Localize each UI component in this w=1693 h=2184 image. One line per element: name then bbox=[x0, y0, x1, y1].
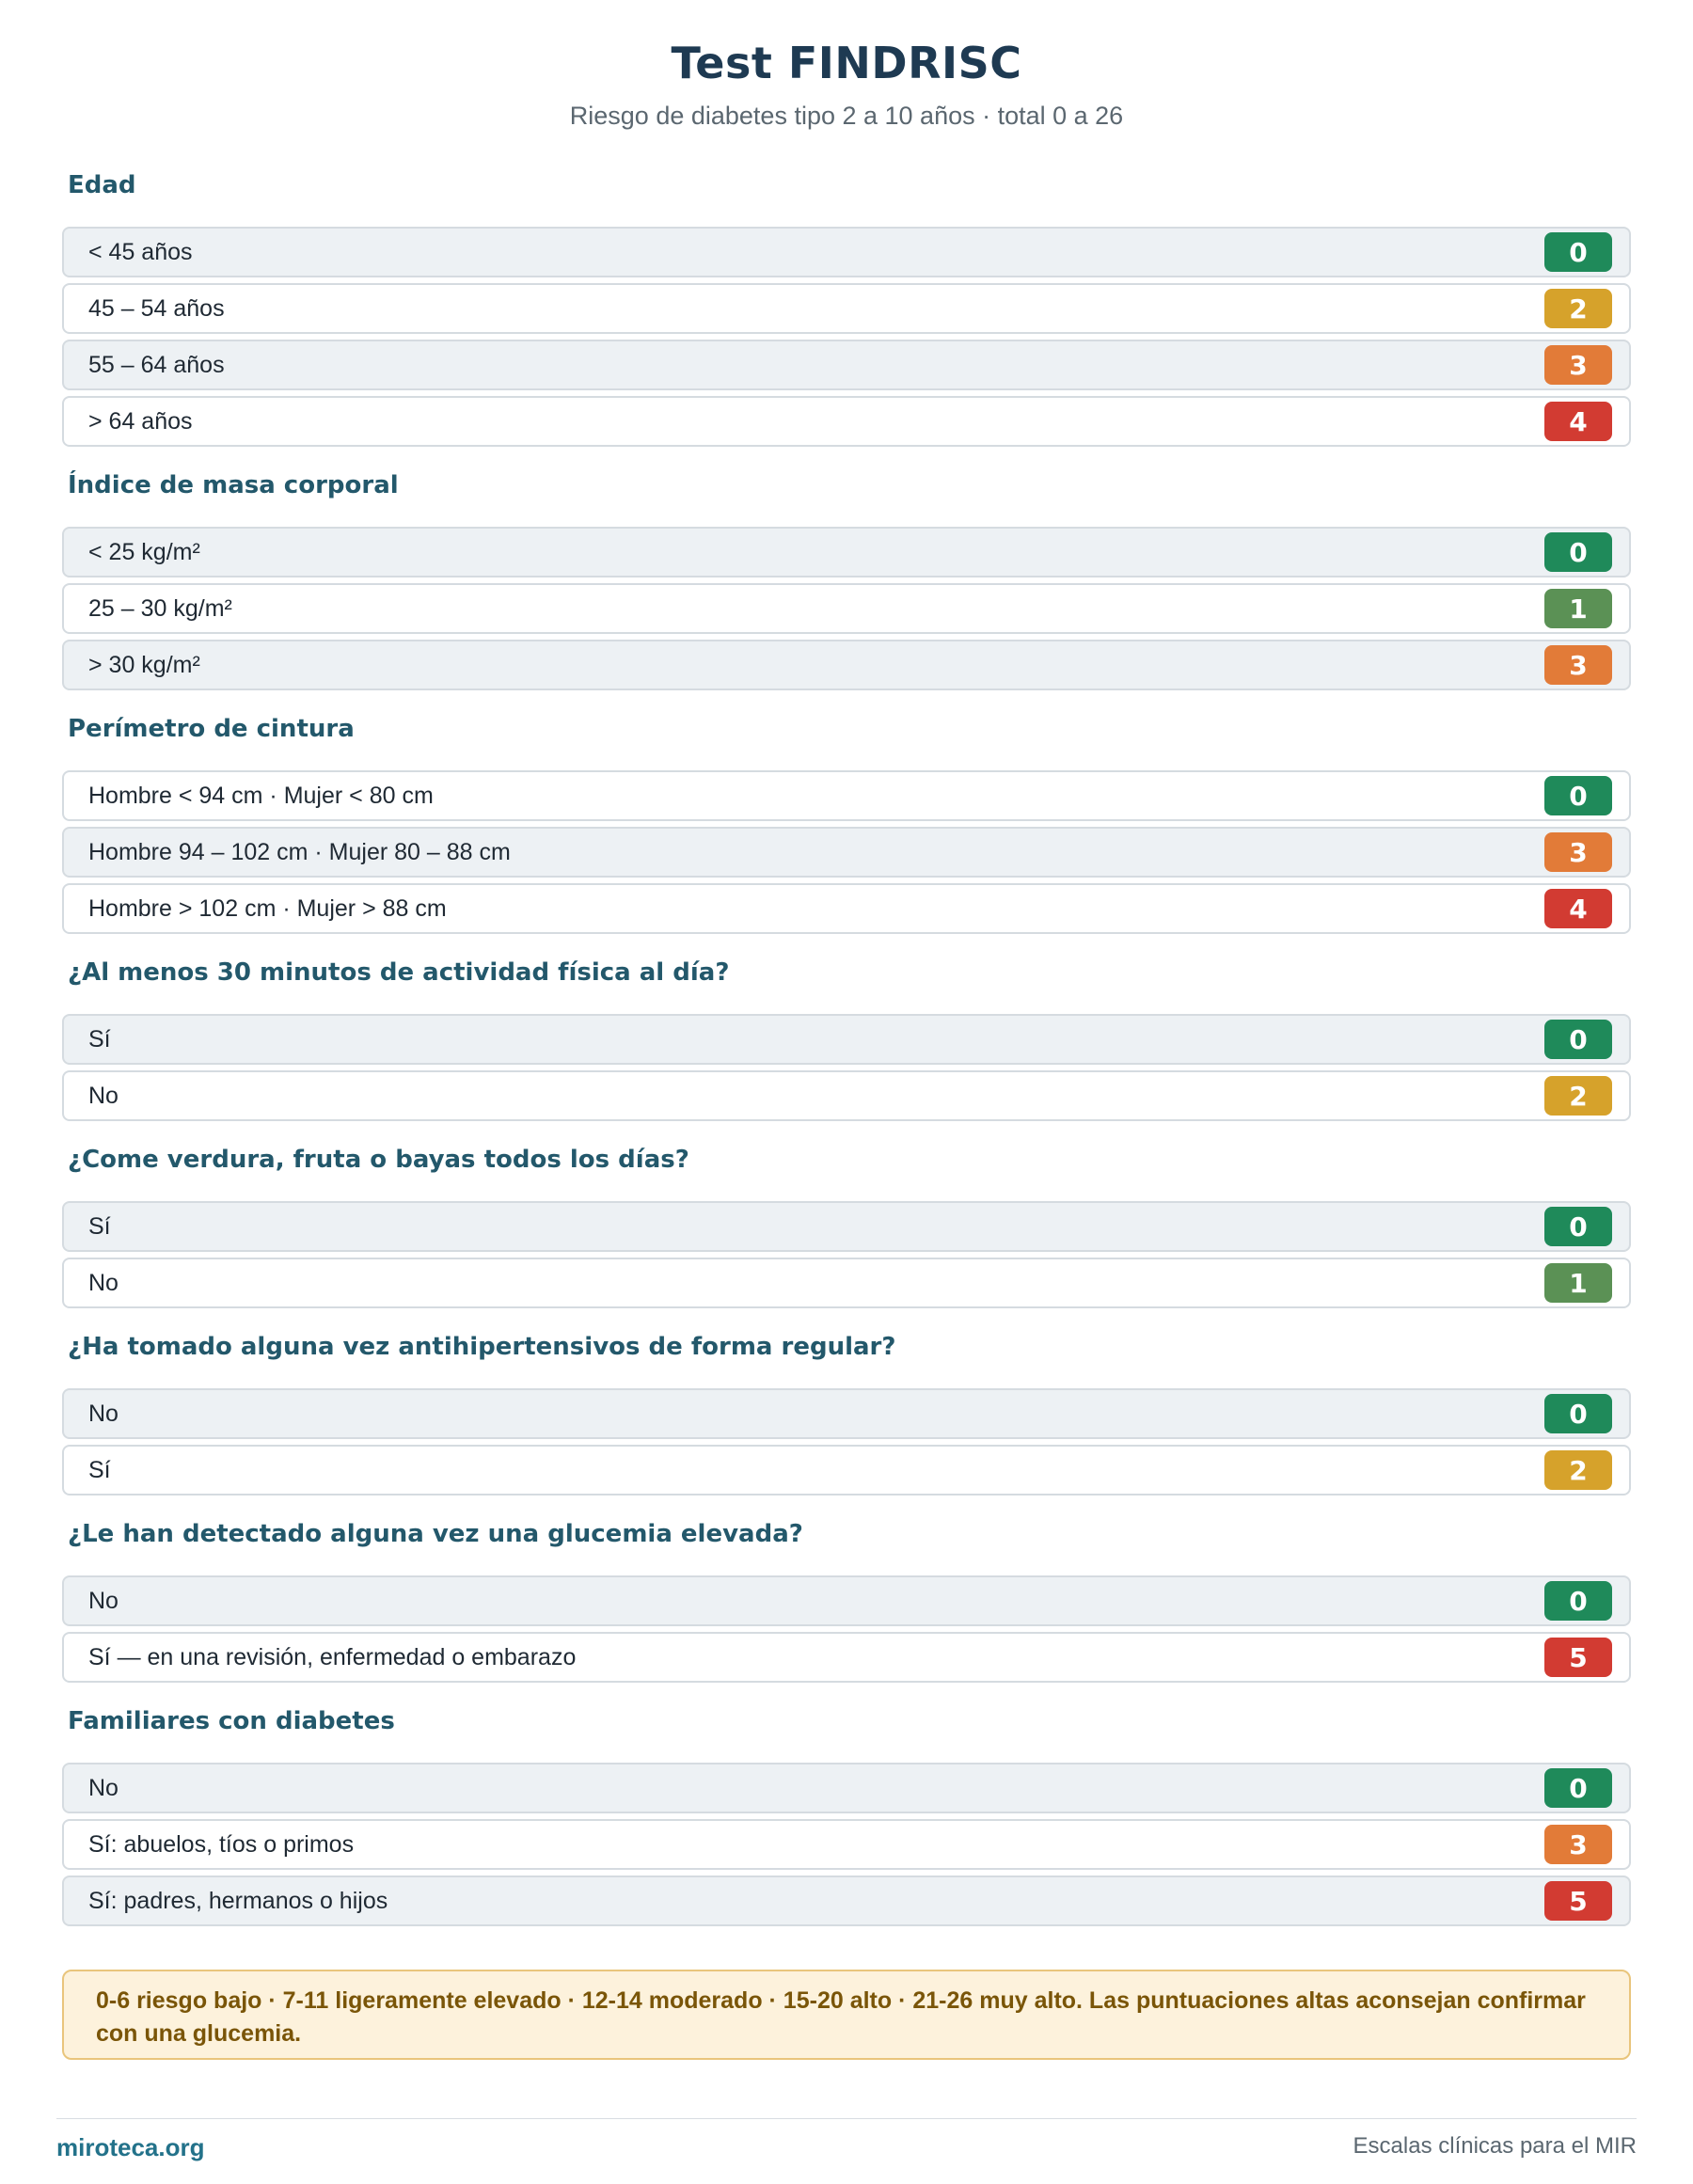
answer-label: Sí: abuelos, tíos o primos bbox=[88, 1830, 355, 1858]
question-section bbox=[62, 1321, 1631, 1496]
answer-label: 25 – 30 kg/m² bbox=[88, 594, 232, 622]
answer-option[interactable] bbox=[62, 1388, 1631, 1439]
points-badge: 2 bbox=[1544, 1076, 1612, 1116]
answer-option[interactable] bbox=[62, 1875, 1631, 1926]
points-badge: 0 bbox=[1544, 232, 1612, 272]
answer-label: 45 – 54 años bbox=[88, 294, 225, 322]
answer-label: Sí: padres, hermanos o hijos bbox=[88, 1887, 388, 1914]
points-badge: 1 bbox=[1544, 589, 1612, 628]
footer-divider bbox=[56, 2118, 1637, 2119]
question-title: Índice de masa corporal bbox=[68, 471, 399, 499]
answer-option[interactable] bbox=[62, 1258, 1631, 1308]
points-badge: 2 bbox=[1544, 1450, 1612, 1490]
footer-tagline: Escalas clínicas para el MIR bbox=[1353, 2133, 1637, 2159]
answer-option[interactable] bbox=[62, 1632, 1631, 1683]
question-section bbox=[62, 1509, 1631, 1683]
answer-option[interactable] bbox=[62, 827, 1631, 878]
question-title: ¿Come verdura, fruta o bayas todos los días? bbox=[68, 1146, 689, 1174]
answer-option[interactable] bbox=[62, 340, 1631, 390]
answer-option[interactable] bbox=[62, 1819, 1631, 1870]
points-badge: 3 bbox=[1544, 645, 1612, 685]
answer-option[interactable] bbox=[62, 1014, 1631, 1065]
answer-option[interactable] bbox=[62, 527, 1631, 578]
points-badge: 0 bbox=[1544, 1020, 1612, 1059]
answer-label: > 64 años bbox=[88, 407, 193, 435]
points-badge: 4 bbox=[1544, 402, 1612, 441]
header bbox=[0, 0, 1693, 131]
question-title: Perímetro de cintura bbox=[68, 715, 355, 743]
points-badge: 0 bbox=[1544, 1768, 1612, 1808]
answer-option[interactable] bbox=[62, 1445, 1631, 1496]
answer-option[interactable] bbox=[62, 396, 1631, 447]
answer-label: > 30 kg/m² bbox=[88, 651, 200, 678]
answer-label: < 25 kg/m² bbox=[88, 538, 200, 565]
answer-label: No bbox=[88, 1082, 119, 1109]
points-badge: 1 bbox=[1544, 1263, 1612, 1303]
answer-label: Sí bbox=[88, 1456, 111, 1483]
answer-option[interactable] bbox=[62, 770, 1631, 821]
answer-option[interactable] bbox=[62, 1070, 1631, 1121]
interpretation-note: 0-6 riesgo bajo · 7-11 ligeramente elevado · 12-14 moderado · 15-20 alto · 21-26 muy alto. Las puntuaciones altas aconsejan confirmar con una glucemia. bbox=[62, 1970, 1631, 2060]
page-title: Test FINDRISC bbox=[671, 38, 1022, 88]
points-badge: 0 bbox=[1544, 1581, 1612, 1621]
question-section bbox=[62, 704, 1631, 934]
question-title: Edad bbox=[68, 171, 136, 199]
points-badge: 5 bbox=[1544, 1638, 1612, 1677]
answer-label: Hombre < 94 cm · Mujer < 80 cm bbox=[88, 782, 434, 809]
points-badge: 0 bbox=[1544, 1394, 1612, 1433]
answer-label: Hombre 94 – 102 cm · Mujer 80 – 88 cm bbox=[88, 838, 511, 865]
answer-option[interactable] bbox=[62, 1575, 1631, 1626]
points-badge: 0 bbox=[1544, 1207, 1612, 1246]
answer-label: 55 – 64 años bbox=[88, 351, 225, 378]
answer-label: No bbox=[88, 1774, 119, 1801]
answer-label: No bbox=[88, 1269, 119, 1296]
question-title: Familiares con diabetes bbox=[68, 1707, 395, 1735]
answer-option[interactable] bbox=[62, 227, 1631, 277]
answer-label: Sí — en una revisión, enfermedad o embarazo bbox=[88, 1643, 577, 1670]
answer-option[interactable] bbox=[62, 640, 1631, 690]
points-badge: 5 bbox=[1544, 1881, 1612, 1921]
points-badge: 3 bbox=[1544, 832, 1612, 872]
answer-label: Sí bbox=[88, 1025, 111, 1052]
question-section bbox=[62, 160, 1631, 447]
answer-label: Sí bbox=[88, 1212, 111, 1240]
points-badge: 0 bbox=[1544, 776, 1612, 815]
answer-option[interactable] bbox=[62, 883, 1631, 934]
answer-option[interactable] bbox=[62, 1763, 1631, 1813]
answer-label: No bbox=[88, 1587, 119, 1614]
answer-option[interactable] bbox=[62, 283, 1631, 334]
points-badge: 3 bbox=[1544, 345, 1612, 385]
answer-option[interactable] bbox=[62, 1201, 1631, 1252]
questionnaire bbox=[62, 160, 1631, 1939]
question-title: ¿Al menos 30 minutos de actividad física al día? bbox=[68, 958, 730, 987]
question-title: ¿Ha tomado alguna vez antihipertensivos de forma regular? bbox=[68, 1333, 896, 1361]
question-section bbox=[62, 947, 1631, 1121]
question-section bbox=[62, 1134, 1631, 1308]
question-title: ¿Le han detectado alguna vez una glucemia elevada? bbox=[68, 1520, 803, 1548]
answer-label: Hombre > 102 cm · Mujer > 88 cm bbox=[88, 894, 447, 922]
points-badge: 2 bbox=[1544, 289, 1612, 328]
points-badge: 4 bbox=[1544, 889, 1612, 928]
points-badge: 3 bbox=[1544, 1825, 1612, 1864]
answer-label: No bbox=[88, 1400, 119, 1427]
footer-site-link[interactable]: miroteca.org bbox=[56, 2133, 205, 2161]
answer-option[interactable] bbox=[62, 583, 1631, 634]
question-section bbox=[62, 460, 1631, 690]
page-subtitle: Riesgo de diabetes tipo 2 a 10 años · total 0 a 26 bbox=[569, 102, 1124, 130]
answer-label: < 45 años bbox=[88, 238, 193, 265]
question-section bbox=[62, 1696, 1631, 1926]
points-badge: 0 bbox=[1544, 532, 1612, 572]
